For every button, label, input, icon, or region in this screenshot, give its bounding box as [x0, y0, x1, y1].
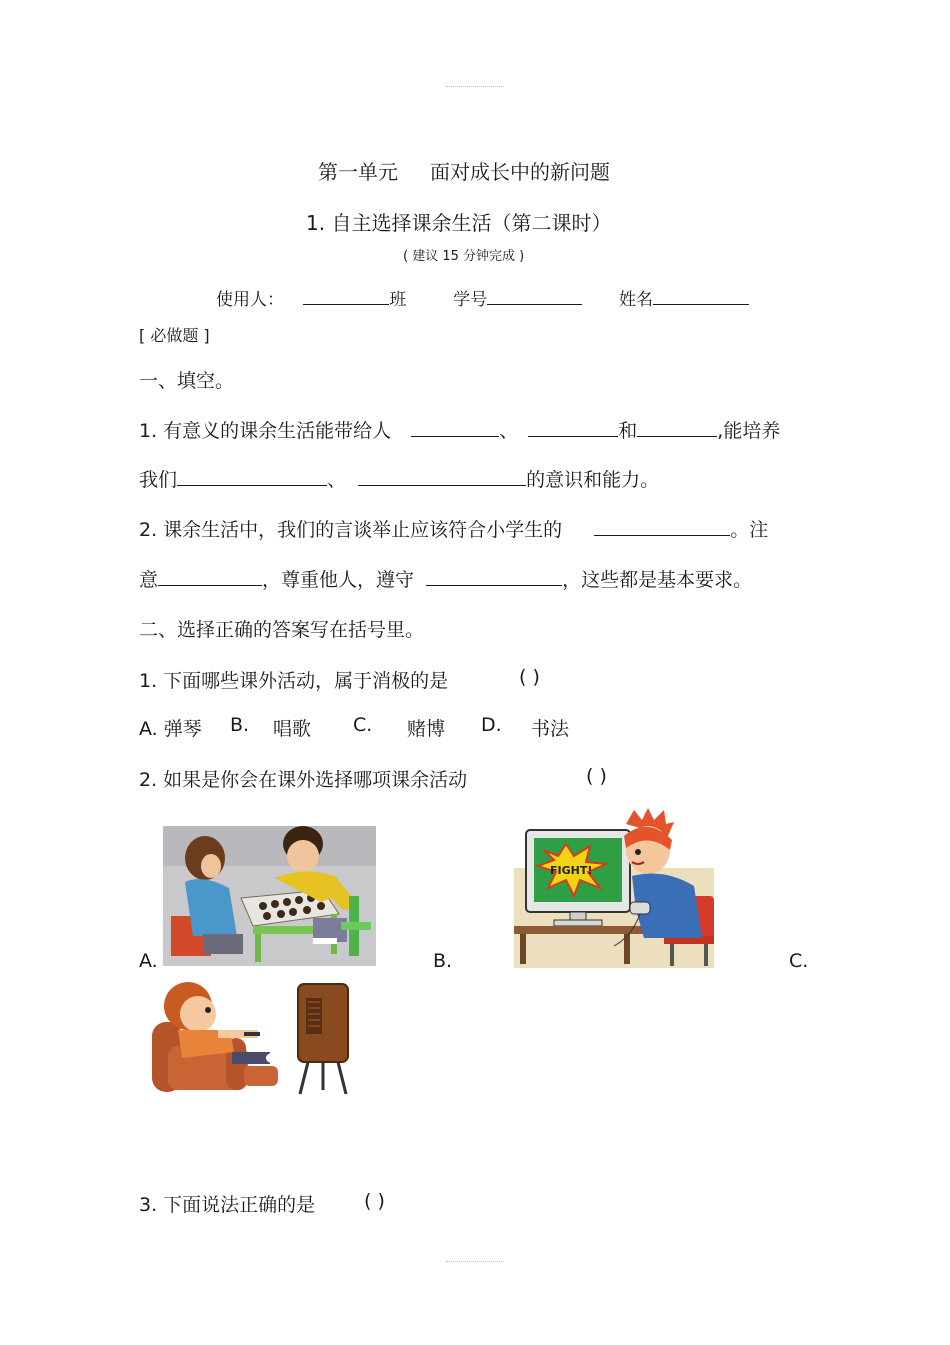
q1-option-b-letter: B.: [230, 714, 250, 736]
q2-text-e: ，这些都是基本要求。: [562, 569, 753, 591]
bottom-dotted-mark: [446, 1261, 504, 1264]
choice-question-3: 3. 下面说法正确的是: [139, 1194, 316, 1216]
q3-answer-paren[interactable]: ( ): [364, 1190, 385, 1212]
q2-option-a: A.: [139, 950, 158, 972]
q2-blank-2[interactable]: [158, 567, 262, 586]
q1-option-c-letter: C.: [353, 714, 373, 736]
q2-blank-3[interactable]: [426, 567, 562, 586]
q1-option-d-text: 书法: [531, 718, 570, 740]
q1-text-b: ,能培养: [717, 420, 781, 442]
q1-text-a: 1. 有意义的课余生活能带给人: [139, 420, 392, 442]
unit-title-part2: 面对成长中的新问题: [430, 160, 610, 184]
fill-question-1-line2: [139, 465, 659, 492]
section1-title: 一、填空。: [139, 370, 235, 392]
q1-option-a: A. 弹琴: [139, 718, 202, 740]
tv-watching-boy-picture: [148, 978, 358, 1098]
q1-blank-3[interactable]: [637, 418, 717, 437]
q1-sep: 、: [499, 420, 519, 442]
q1-blank-4[interactable]: [177, 467, 327, 486]
q2-option-c: C.: [789, 950, 809, 972]
q1-text-d: 的意识和能力。: [526, 469, 660, 491]
q1-blank-1[interactable]: [411, 418, 499, 437]
q2-blank-1[interactable]: [594, 517, 730, 536]
time-suggestion: ( 建议 15 分钟完成 ): [403, 249, 525, 264]
q1-option-c-text: 赌博: [407, 718, 446, 740]
q2-text-d: ，尊重他人，遵守: [262, 569, 415, 591]
lesson-title: 1. 自主选择课余生活（第二课时）: [306, 211, 612, 235]
fill-question-2-line1: [139, 515, 768, 542]
q1-option-b-text: 唱歌: [273, 718, 312, 740]
class-blank[interactable]: [303, 286, 389, 305]
q2-text-b: 。注: [730, 519, 769, 541]
name-blank[interactable]: [653, 286, 749, 305]
section2-title: 二、选择正确的答案写在括号里。: [139, 619, 425, 641]
chess-playing-kids-picture: [163, 826, 376, 966]
q2-answer-paren[interactable]: ( ): [586, 765, 607, 787]
choice-question-2: 2. 如果是你会在课外选择哪项课余活动: [139, 769, 468, 791]
class-label: 班: [389, 290, 407, 310]
q1-answer-paren[interactable]: ( ): [519, 666, 540, 688]
fill-question-1-line1: [139, 416, 780, 443]
q1-and: 和: [618, 420, 638, 442]
student-no-label: 学号: [453, 290, 488, 310]
unit-title-part1: 第一单元: [318, 160, 398, 184]
q1-text-c: 我们: [139, 469, 178, 491]
q2-text-c: 意: [139, 569, 159, 591]
required-label: [ 必做题 ]: [139, 326, 210, 345]
q2-text-a: 2. 课余生活中，我们的言谈举止应该符合小学生的: [139, 519, 563, 541]
video-game-boy-picture: [514, 806, 726, 968]
top-dotted-mark: [446, 86, 504, 89]
fight-text: FIGHT!: [550, 864, 593, 877]
q2-option-b: B.: [433, 950, 453, 972]
name-label: 姓名: [619, 290, 654, 310]
q1-sep2: 、: [327, 469, 347, 491]
user-info-line: [216, 285, 749, 310]
fill-question-2-line2: [139, 565, 752, 592]
user-label: 使用人：: [216, 290, 284, 310]
q1-blank-2[interactable]: [528, 418, 618, 437]
q1-blank-5[interactable]: [358, 467, 526, 486]
student-no-blank[interactable]: [487, 286, 582, 305]
choice-question-1: 1. 下面哪些课外活动，属于消极的是: [139, 670, 449, 692]
q1-option-d-letter: D.: [481, 714, 502, 736]
